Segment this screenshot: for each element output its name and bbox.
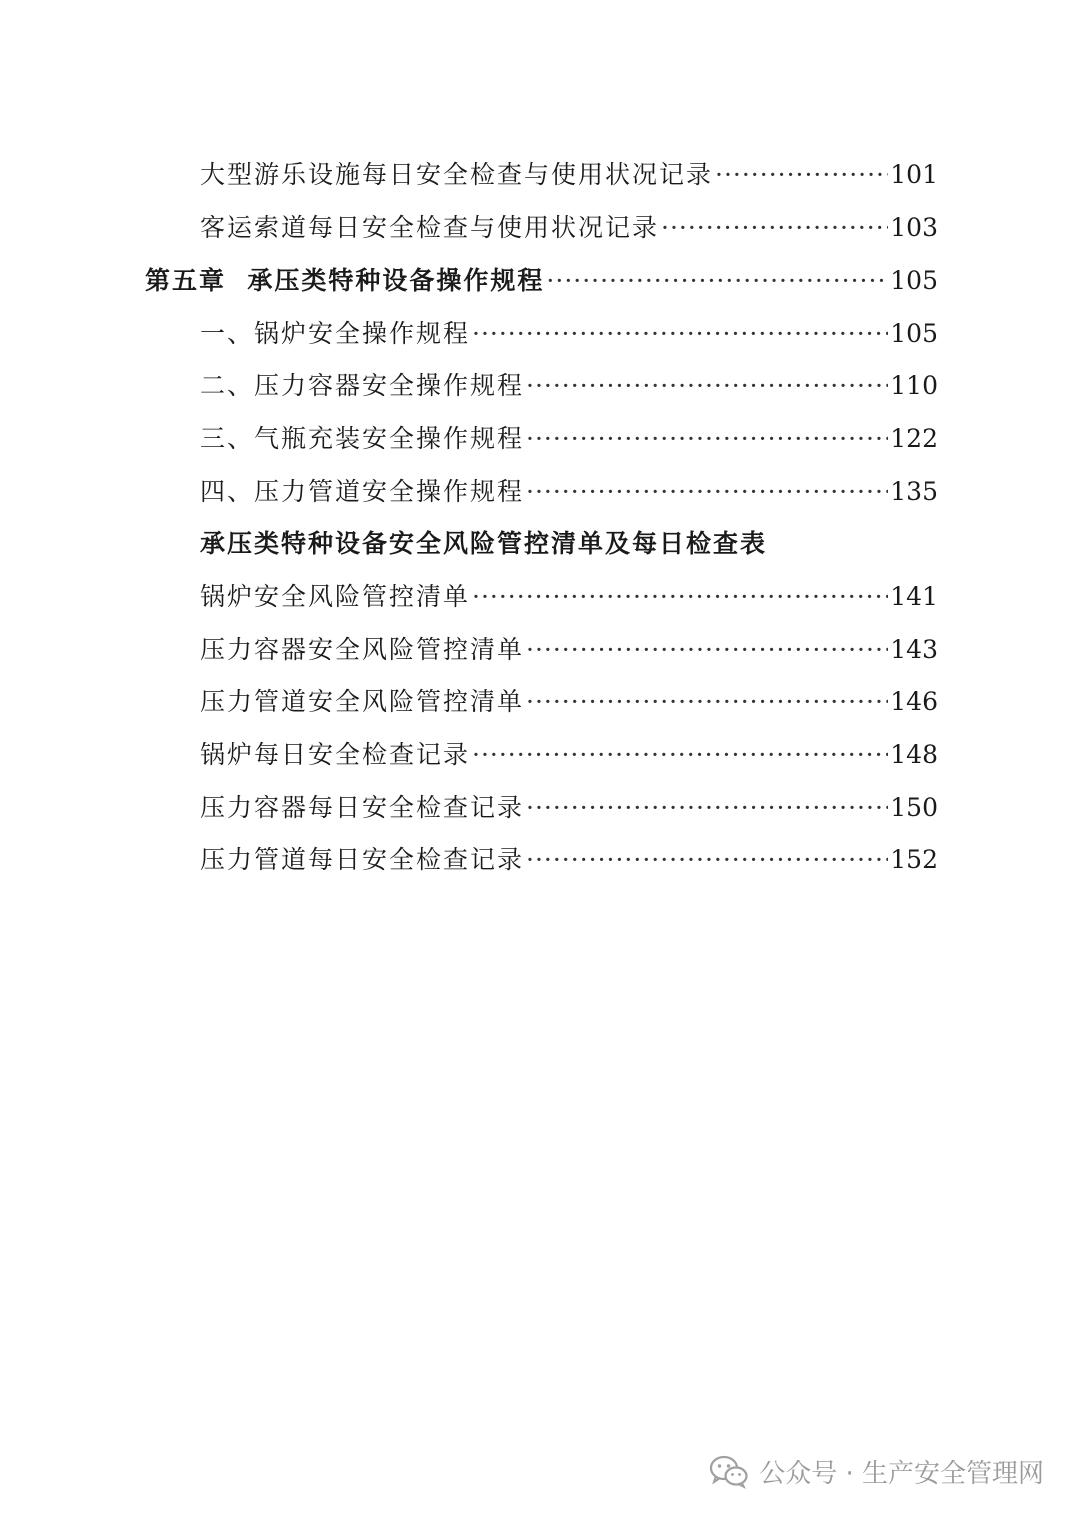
- toc-entry-label: 锅炉安全风险管控清单: [200, 582, 471, 611]
- dot-leader: [526, 793, 888, 822]
- toc-entry-page: 148: [890, 740, 938, 769]
- toc-entry-page: 122: [890, 424, 938, 453]
- toc-entry: [200, 840, 938, 880]
- dot-leader: [526, 371, 888, 400]
- watermark-text: 公众号 · 生产安全管理网: [759, 1459, 1044, 1489]
- toc-entry-page: 141: [890, 582, 938, 611]
- toc-entry-label: 客运索道每日安全检查与使用状况记录: [200, 213, 660, 242]
- toc-entry-label: 四、压力管道安全操作规程: [200, 477, 525, 506]
- toc-entry-page: 105: [890, 266, 938, 295]
- toc-entry-label: 压力管道安全风险管控清单: [200, 687, 525, 716]
- toc-entry: [200, 630, 938, 670]
- toc-entry-page: 135: [890, 477, 938, 506]
- dot-leader: [526, 424, 888, 453]
- toc-section-heading: [200, 524, 938, 564]
- toc-entry-page: 143: [890, 635, 938, 664]
- dot-leader: [526, 477, 888, 506]
- dot-leader: [715, 160, 888, 189]
- dot-leader: [546, 266, 888, 295]
- toc-chapter-label: 第五章 承压类特种设备操作规程: [145, 266, 545, 295]
- toc-entry-label: 压力容器安全风险管控清单: [200, 635, 525, 664]
- toc-entry-label: 一、锅炉安全操作规程: [200, 319, 471, 348]
- toc-entry: [200, 472, 938, 512]
- toc-entry-page: 103: [890, 213, 938, 242]
- toc-entry: [200, 155, 938, 195]
- dot-leader: [526, 687, 888, 716]
- dot-leader: [472, 582, 888, 611]
- toc-entry-label: 三、气瓶充装安全操作规程: [200, 424, 525, 453]
- wechat-icon: [709, 1455, 749, 1489]
- toc-entry-label: 大型游乐设施每日安全检查与使用状况记录: [200, 160, 714, 189]
- toc-entry-page: 152: [890, 845, 938, 874]
- toc-entry-page: 101: [890, 160, 938, 189]
- toc-entry: [200, 314, 938, 354]
- toc-entry: [200, 735, 938, 775]
- toc-chapter-entry: [145, 261, 938, 301]
- toc-entry-page: 146: [890, 687, 938, 716]
- toc-entry: [200, 419, 938, 459]
- dot-leader: [526, 845, 888, 874]
- toc-entry-page: 150: [890, 793, 938, 822]
- toc-entry-label: 压力管道每日安全检查记录: [200, 845, 525, 874]
- toc-entry-label: 二、压力容器安全操作规程: [200, 371, 525, 400]
- toc-entry: [200, 788, 938, 828]
- toc-entry: [200, 577, 938, 617]
- toc-entry: [200, 682, 938, 722]
- toc-entry-label: 压力容器每日安全检查记录: [200, 793, 525, 822]
- toc-section-heading-label: 承压类特种设备安全风险管控清单及每日检查表: [200, 529, 768, 558]
- dot-leader: [472, 319, 888, 348]
- toc-entry-label: 锅炉每日安全检查记录: [200, 740, 471, 769]
- toc-entry: [200, 366, 938, 406]
- toc-entry: [200, 208, 938, 248]
- watermark: [709, 1453, 1044, 1490]
- toc-entry-page: 105: [890, 319, 938, 348]
- dot-leader: [472, 740, 888, 769]
- dot-leader: [526, 635, 888, 664]
- toc-entry-page: 110: [890, 371, 938, 400]
- dot-leader: [661, 213, 888, 242]
